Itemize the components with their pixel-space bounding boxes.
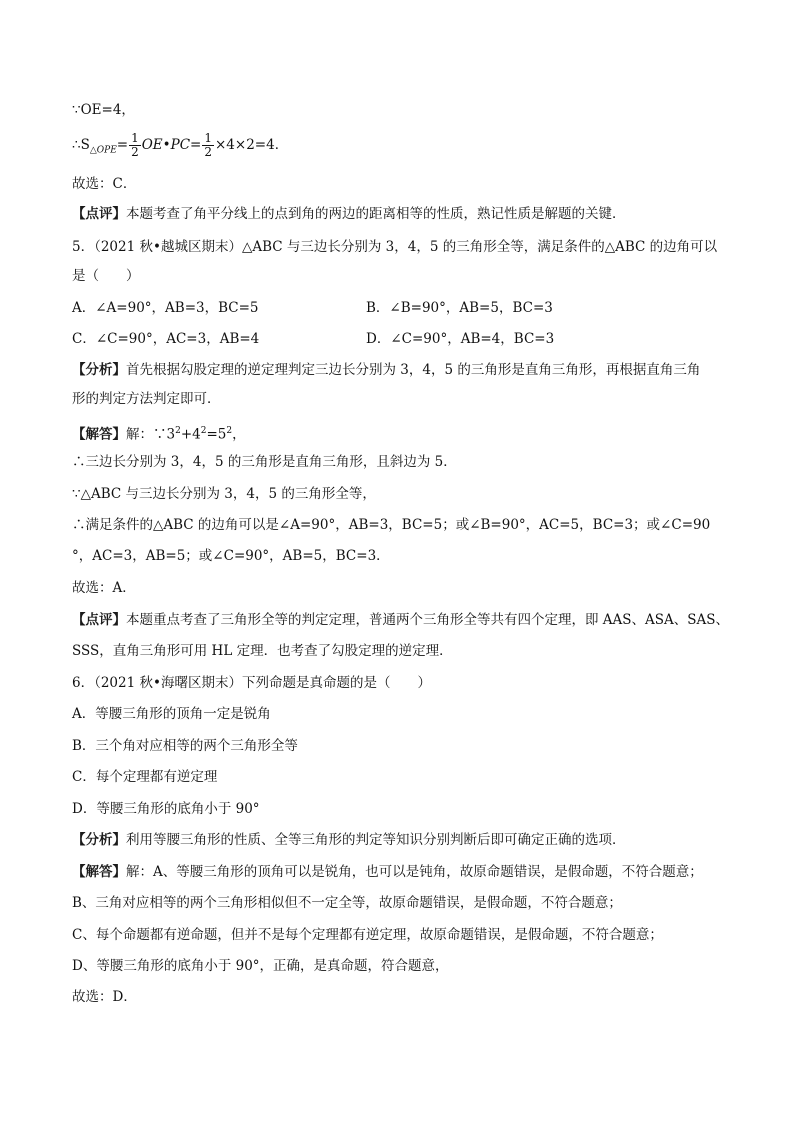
fraction-half: $\frac{1}{2}$ [131,131,139,159]
q6-option-a: A．等腰三角形的顶角一定是锐角 [72,706,271,722]
q6-solution-2: B、三角对应相等的两个三角形相似但不一定全等，故原命题错误，是假命题，不符合题意； [72,895,622,911]
q6-option-d: D．等腰三角形的底角小于 90° [72,801,260,817]
q5-solution-2: ∴三边长分别为 3，4，5 的三角形是直角三角形，且斜边为 5． [72,454,457,470]
q5-comment-1: 【点评】本题重点考查了三角形全等的判定定理，普通两个三角形全等共有四个定理，即 AAS、ASA、SAS、 [72,612,730,628]
q5-solution-3: ∵△ABC 与三边长分别为 3，4，5 的三角形全等， [72,486,376,502]
solution-line-area: $\therefore S_{\triangle OPE}=$ $\frac{1}{2}$ OE•PC= $\frac{1}{2}$ ×4×2=4． [72,131,289,159]
q5-stem-2: 是（ ） [72,268,140,284]
q6-solution-1: 【解答】解：A、等腰三角形的顶角可以是锐角，也可以是钝角，故原命题错误，是假命题，不符合题意； [72,864,703,880]
q5-option-d: D．∠C=90°，AB=4，BC=3 [366,331,555,347]
comment-line: 【点评】本题考查了角平分线上的点到角的两边的距离相等的性质，熟记性质是解题的关键． [72,206,626,222]
q6-answer: 故选：D． [72,989,137,1005]
q6-option-c: C．每个定理都有逆定理 [72,769,218,785]
q6-option-b: B．三个角对应相等的两个三角形全等 [72,738,298,754]
q5-stem-1: 5．（2021 秋•越城区期末）△ABC 与三边长分别为 3，4，5 的三角形全等，满足条件的△ABC 的边角可以 [72,239,718,255]
q5-analysis-1: 【分析】首先根据勾股定理的逆定理判定三边长分别为 3，4，5 的三角形是直角三角形，再根据直角三角 [72,362,701,378]
q6-analysis: 【分析】利用等腰三角形的性质、全等三角形的判定等知识分别判断后即可确定正确的选项． [72,832,626,848]
q5-solution-5: °，AC=3，AB=5；或∠C=90°，AB=5，BC=3． [72,548,390,564]
q5-option-c: C．∠C=90°，AC=3，AB=4 [72,331,260,347]
q6-solution-3: C、每个命题都有逆命题，但并不是每个定理都有逆定理，故原命题错误，是假命题，不符合题意； [72,927,663,943]
q5-solution-4: ∴满足条件的△ABC 的边角可以是∠A=90°，AB=3，BC=5；或∠B=90°，AC=5，BC=3；或∠C=90 [72,517,711,533]
q5-option-a: A．∠A=90°，AB=3，BC=5 [72,300,259,316]
q6-stem: 6．（2021 秋•海曙区期末）下列命题是真命题的是（ ） [72,675,431,691]
solution-line-oe: ∵OE=4， [72,102,135,118]
answer-line: 故选：C． [72,176,137,192]
q5-option-b: B．∠B=90°，AB=5，BC=3 [366,300,553,316]
q5-analysis-2: 形的判定方法判定即可． [72,391,221,407]
q5-comment-2: SSS，直角三角形可用 HL 定理．也考查了勾股定理的逆定理． [72,643,453,659]
q6-solution-4: D、等腰三角形的底角小于 90°，正确，是真命题，符合题意， [72,958,449,974]
q5-solution-1: 【解答】解：$\because 3^2+4^2=5^2$， [72,426,246,443]
fraction-half: $\frac{1}{2}$ [204,131,212,159]
q5-answer: 故选：A． [72,580,136,596]
